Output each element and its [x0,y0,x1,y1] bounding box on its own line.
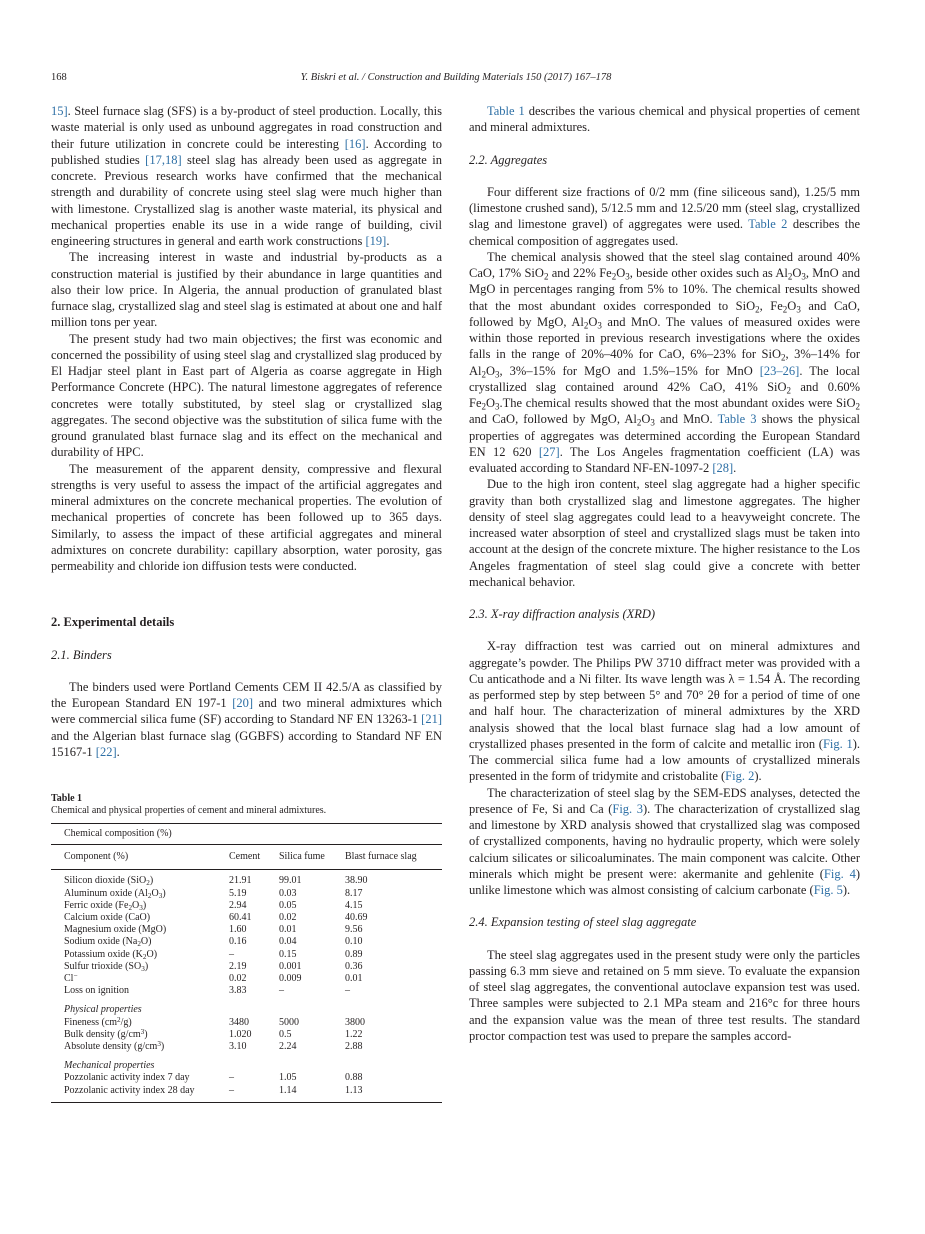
paragraph: Four different size fractions of 0/2 mm (fine siliceous sand), 1.25/5 mm (limestone crushed sand), 5/12.5 mm and 12.5/20 mm (steel slag, crystallized slag and limestone gravel) of aggregates were used. Table 2 describes the chemical composition of aggregates used. [469,184,860,248]
table-row: Calcium oxide (CaO) 60.41 0.02 40.69 [64,912,368,924]
table-link[interactable]: Table 1 [487,104,525,118]
ref-link[interactable]: [22] [95,744,117,759]
paragraph: The chemical analysis showed that the steel slag contained around 40% CaO, 17% SiO$_2$ and 22% $Fe_2O_3$, beside other oxides such as $Al_2O_3$, MnO and MgO in percentages ranging from 5% to 10%. The chemical results showed that the most abundant oxides corresponded to SiO$_2$, $Fe_2O_3$ and CaO, followed by MgO, $Al_2O_3$ and MnO. The values of measured oxides were within those reported in previous research investigations where the oxides falls in the range of 20%–40% for CaO, 6%–23% for SiO$_2$, 3%–14% for $Al_2O_3$, 3%–15% for MgO and 1.5%–15% for MnO [23–26]. The local crystallized slag contained around 42% CaO, 41% SiO$_2$ and 0.60% $Fe_2O_3.The$ chemical results showed that the most abundant oxides were SiO$_2$ and CaO, followed by MgO, $Al_2O_3$ and MnO. Table 3 shows the physical properties of aggregates was determined according the European Standard EN 12 620 [27]. The Los Angeles fragmentation coefficient (LA) was evaluated according to Standard NF-EN-1097-2 [28]. [469,249,861,475]
paragraph: The increasing interest in waste and industrial by-products as a construction material is justified by their abundance in large quantities and also their low price. In Algeria, the annual production of granulated blast furnace slag, crystallized slag and steel slag is estimated at about one and half million tons per year. [51,250,442,330]
ref-link[interactable]: [17,18] [145,152,182,167]
table-row: Fineness $(cm^2/g)$ 3480 5000 3800 [64,1015,365,1028]
paragraph: The measurement of the apparent density, compressive and flexural strengths is very useful to assess the impact of the artificial aggregates and mineral admixtures on the concrete mechanical properties. The evolution of mechanical properties of concrete has been followed up to 365 days. Similarly, to assess the impact of these artificial aggregates and mineral admixtures on concrete durability: capillary absorption, water porosity, gas permeability and chloride ion diffusion tests were conducted. [51,461,442,573]
paragraph: X-ray diffraction test was carried out on mineral admixtures and aggregate’s powder. The Philips PW 3710 diffract meter was provided with a Cu anticathode and a Ni filter. Its wave length was λ = 1.54 Å. The recording as performed step by step between 5° and 70° 2θ for a period of time of one and half hour. The characterization of mineral admixtures by the XRD analysis showed that the local blast furnace slag had a low amount of crystallized phases presented in the form of calcite and metallic iron (Fig. 1). The commercial silica fume had a low amounts of crystallized minerals presented in the form of tridymite and cristobalite (Fig. 2). [469,639,860,784]
table-1 [51,793,442,1103]
table-row: Silicon dioxide (SiO$_2$) 21.91 99.01 38.90 [64,875,368,888]
paragraph: The binders used were Portland Cements CEM II 42.5/A as classified by the European Standard EN 197-1 [20] and two mineral admixtures which were commercial silica fume (SF) according to Standard NF EN 13263-1 [21] and the Algerian blast furnace slag (GGBFS) according to Standard NF EN 15167-1 [22]. [51,679,442,759]
table-link[interactable]: Table 2 [748,217,788,232]
subsection-heading: 2.3. X-ray diffraction analysis (XRD) [469,607,656,621]
paragraph: Due to the high iron content, steel slag aggregate had a higher specific gravity than both crystallized slag and limestone aggregates. The higher density of steel slag aggregates could lead to a heavyweight concrete. The increased water absorption of steel and crystallized slags must be taken into account at the design of the concrete mixture. The higher resistance to the Los Angeles fragmentation of steel slag could give a concrete with better mechanical behavior. [469,477,860,589]
table-caption: Chemical and physical properties of cement and mineral admixtures. [51,805,327,816]
table-row: Magnesium oxide (MgO) 1.60 0.01 9.56 [64,924,363,936]
table-row: Loss on ignition 3.83 – – [64,985,350,997]
ref-link[interactable]: [23–26] [759,363,800,378]
table-header-row: Component (%) Cement Silica fume Blast furnace slag [51,845,442,870]
table-label: Table 1 [51,793,83,804]
ref-link[interactable]: [28] [712,461,734,475]
paragraph: Table 1 describes the various chemical and physical properties of cement and mineral admixtures. [469,104,860,135]
ref-link[interactable]: [20] [232,696,254,710]
ref-link[interactable]: 15] [51,104,68,118]
table-group-row: Physical properties [64,1004,142,1016]
ref-link[interactable]: [27] [538,444,560,459]
table-row: Pozzolanic activity index 7 day – 1.05 0.88 [64,1072,363,1084]
journal-citation: Y. Biskri et al. / Construction and Building Materials 150 (2017) 167–178 [300,72,612,83]
subsection-heading: 2.1. Binders [51,647,112,662]
table-row: Aluminum oxide $(Al_2O_3)$ 5.19 0.03 8.17 [64,887,363,900]
section-heading: 2. Experimental details [51,615,175,630]
table-row: Potassium oxide $(K_2O)$ – 0.15 0.89 [64,948,363,961]
table-row: Cl− 0.02 0.009 0.01 [64,971,363,985]
table-row: Sulfur trioxide $(SO_3)$ 2.19 0.001 0.36 [64,960,363,973]
right-column [469,103,860,1044]
paragraph: 15]. Steel furnace slag (SFS) is a by-product of steel production. Locally, this waste material is only used as unbound aggregates in road construction and their future utilization in concrete could be interesting [16]. According to published studies [17,18] steel slag has already been used as aggregate in concrete. Previous research works have confirmed that the mechanical strength and durability of concrete using steel slag were much higher than with limestone. Crystallized slag is another waste material, its physical and mechanical properties enable its use in a wide range of building, civil engineering structures in general and earth work constructions [19]. [51,104,442,248]
figure-link[interactable]: Fig. 3 [612,801,643,816]
ref-link[interactable]: [19] [365,234,387,248]
paragraph: The characterization of steel slag by the SEM-EDS analyses, detected the presence of Fe, Si and Ca (Fig. 3). The characterization of crystallized slag and limestone by XRD analysis showed that crystallized slag was composed of crystallized components, having no hydraulic property, which were solely calcium silicates or silicoaluminates. The main component was calcite. Other minerals which might be present were: akermanite and gehlenite (Fig. 4) unlike limestone which was almost consisting of calcium carbonate (Fig. 5). [469,785,860,897]
subsection-heading: 2.2. Aggregates [469,152,548,167]
paragraph: The present study had two main objectives; the first was economic and concerned the possibility of using steel slag and crystallized slag produced by El Hadjar steel plant in East part of Algeria as coarse aggregate in High Performance Concrete (HPC). The natural limestone aggregates of reference concretes were totally substituted, by steel slag or crystallized slag aggregates. The second objective was the substitution of silica fume with the ground granulated blast furnace slag and its effect on the mechanical and durability of HPC. [51,331,442,460]
ref-link[interactable]: [16] [344,136,366,151]
table-row: Sodium oxide $(Na_2O)$ 0.16 0.04 0.10 [64,936,363,949]
table-row: Ferric oxide $(Fe_2O_3)$ 2.94 0.05 4.15 [64,899,363,912]
table-link[interactable]: Table 3 [717,412,757,427]
table-row: Pozzolanic activity index 28 day – 1.14 1.13 [51,1085,442,1103]
table-row: Absolute density $(g/cm^3)$ 3.10 2.24 2.88 [64,1039,363,1053]
table-row: Bulk density $(g/cm^3)$ 1.020 0.5 1.22 [64,1027,363,1040]
figure-link[interactable]: Fig. 5 [813,883,843,897]
properties-table [51,823,442,1103]
paragraph: The steel slag aggregates used in the present study were only the particles passing 6.3 mm sieve and retained on 5 mm sieve. To evaluate the expansion of steel slag aggregates, the conventional autoclave expansion test was used. Three samples were subjected to 2.1 MPa steam and 216°c for three hours and the expansion value was the mean of three test results. The standard proctor compaction test was used to prepare the samples accord- [469,947,860,1043]
figure-link[interactable]: Fig. 1 [822,736,853,751]
subsection-heading: 2.4. Expansion testing of steel slag aggregate [469,915,697,930]
ref-link[interactable]: [21] [421,712,442,727]
table-group-row: Chemical composition (%) [51,824,442,845]
table-group-row: Mechanical properties [64,1060,155,1072]
figure-link[interactable]: Fig. 2 [725,769,755,784]
figure-link[interactable]: Fig. 4 [823,866,856,881]
running-head [51,72,861,88]
left-column [51,103,442,1103]
page-number: 168 [51,72,67,83]
